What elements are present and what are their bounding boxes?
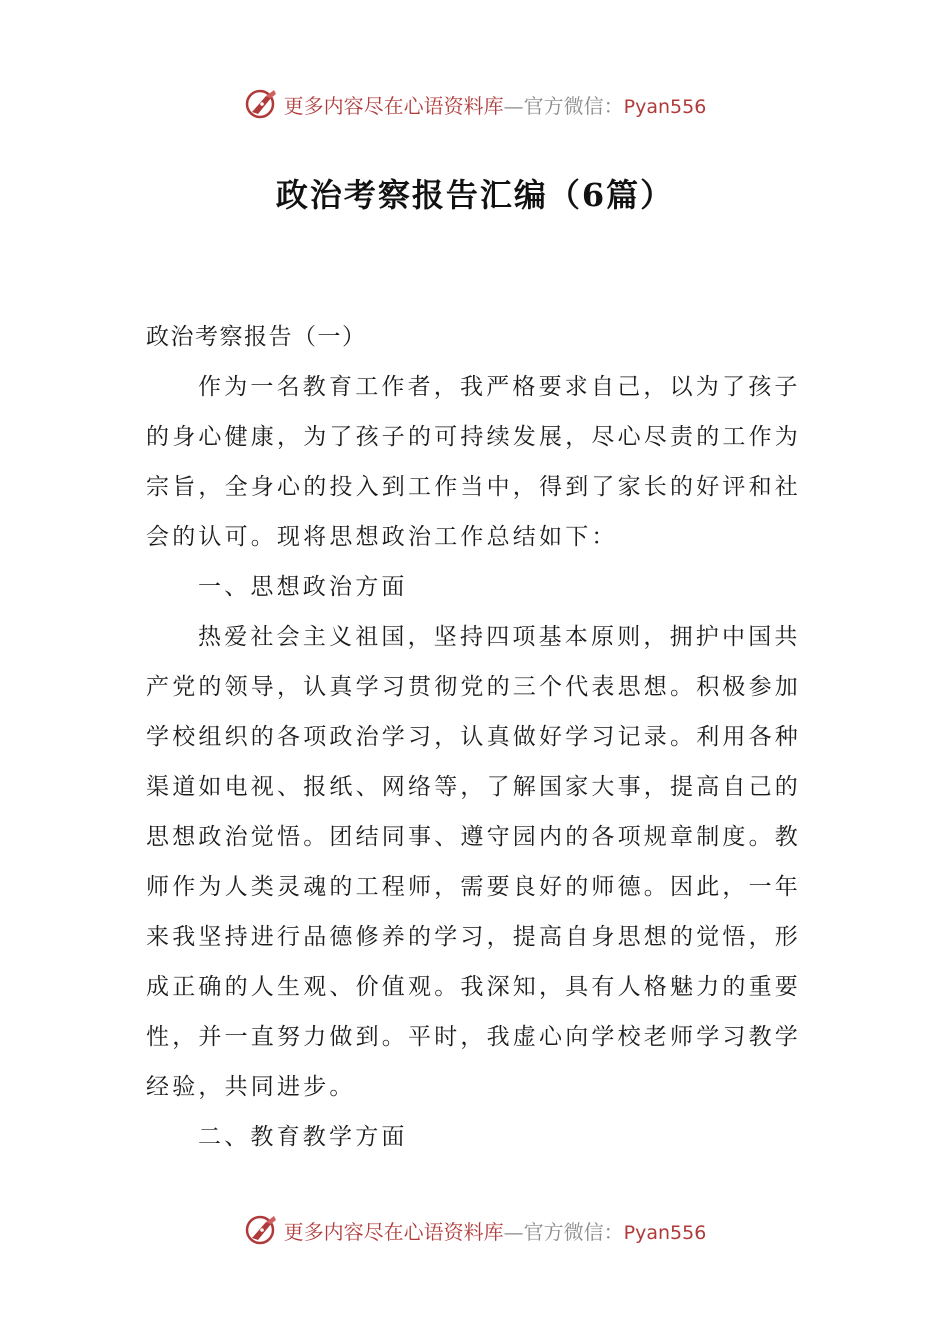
body-line: 渠道如电视、报纸、网络等，了解国家大事，提高自己的	[146, 774, 801, 800]
body-line: 成正确的人生观、价值观。我深知，具有人格魅力的重要	[146, 974, 801, 1000]
banner-text-block	[284, 1216, 707, 1245]
header-banner	[0, 84, 950, 124]
banner-wechat-id: Pyan556	[623, 95, 707, 118]
body-line: 热爱社会主义祖国，坚持四项基本原则，拥护中国共	[198, 624, 801, 650]
section-heading: 政治考察报告（一）	[146, 324, 367, 350]
body-line: 一、思想政治方面	[198, 574, 408, 600]
banner-site-text: 更多内容尽在心语资料库	[283, 1219, 504, 1244]
body-line: 作为一名教育工作者，我严格要求自己，以为了孩子	[198, 374, 801, 400]
footer-banner-content	[244, 1212, 707, 1248]
pen-nib-icon	[244, 86, 280, 122]
banner-text-block	[284, 90, 707, 119]
banner-site-text: 更多内容尽在心语资料库	[283, 93, 504, 118]
document-title: 政治考察报告汇编（6篇）	[275, 176, 675, 214]
body-line: 经验，共同进步。	[146, 1074, 356, 1100]
body-line: 来我坚持进行品德修养的学习，提高自身思想的觉悟，形	[146, 924, 801, 950]
pen-nib-icon	[244, 1212, 280, 1248]
banner-dash: —	[503, 93, 524, 118]
footer-banner	[0, 1210, 950, 1250]
banner-dash: —	[503, 1219, 524, 1244]
document-body	[146, 312, 808, 1162]
header-banner-content	[244, 86, 707, 122]
body-line: 产党的领导，认真学习贯彻党的三个代表思想。积极参加	[146, 674, 801, 700]
body-line: 的身心健康，为了孩子的可持续发展，尽心尽责的工作为	[146, 424, 801, 450]
body-line: 会的认可。现将思想政治工作总结如下：	[146, 524, 618, 550]
body-line: 学校组织的各项政治学习，认真做好学习记录。利用各种	[146, 724, 801, 750]
banner-wechat-label: 官方微信：	[523, 93, 624, 118]
body-line: 师作为人类灵魂的工程师，需要良好的师德。因此，一年	[146, 874, 801, 900]
banner-wechat-label: 官方微信：	[523, 1219, 624, 1244]
body-line: 思想政治觉悟。团结同事、遵守园内的各项规章制度。教	[146, 824, 801, 850]
banner-wechat-id: Pyan556	[623, 1221, 707, 1244]
body-line: 二、教育教学方面	[198, 1124, 408, 1150]
body-line: 性，并一直努力做到。平时，我虚心向学校老师学习教学	[146, 1024, 801, 1050]
body-line: 宗旨，全身心的投入到工作当中，得到了家长的好评和社	[146, 474, 801, 500]
